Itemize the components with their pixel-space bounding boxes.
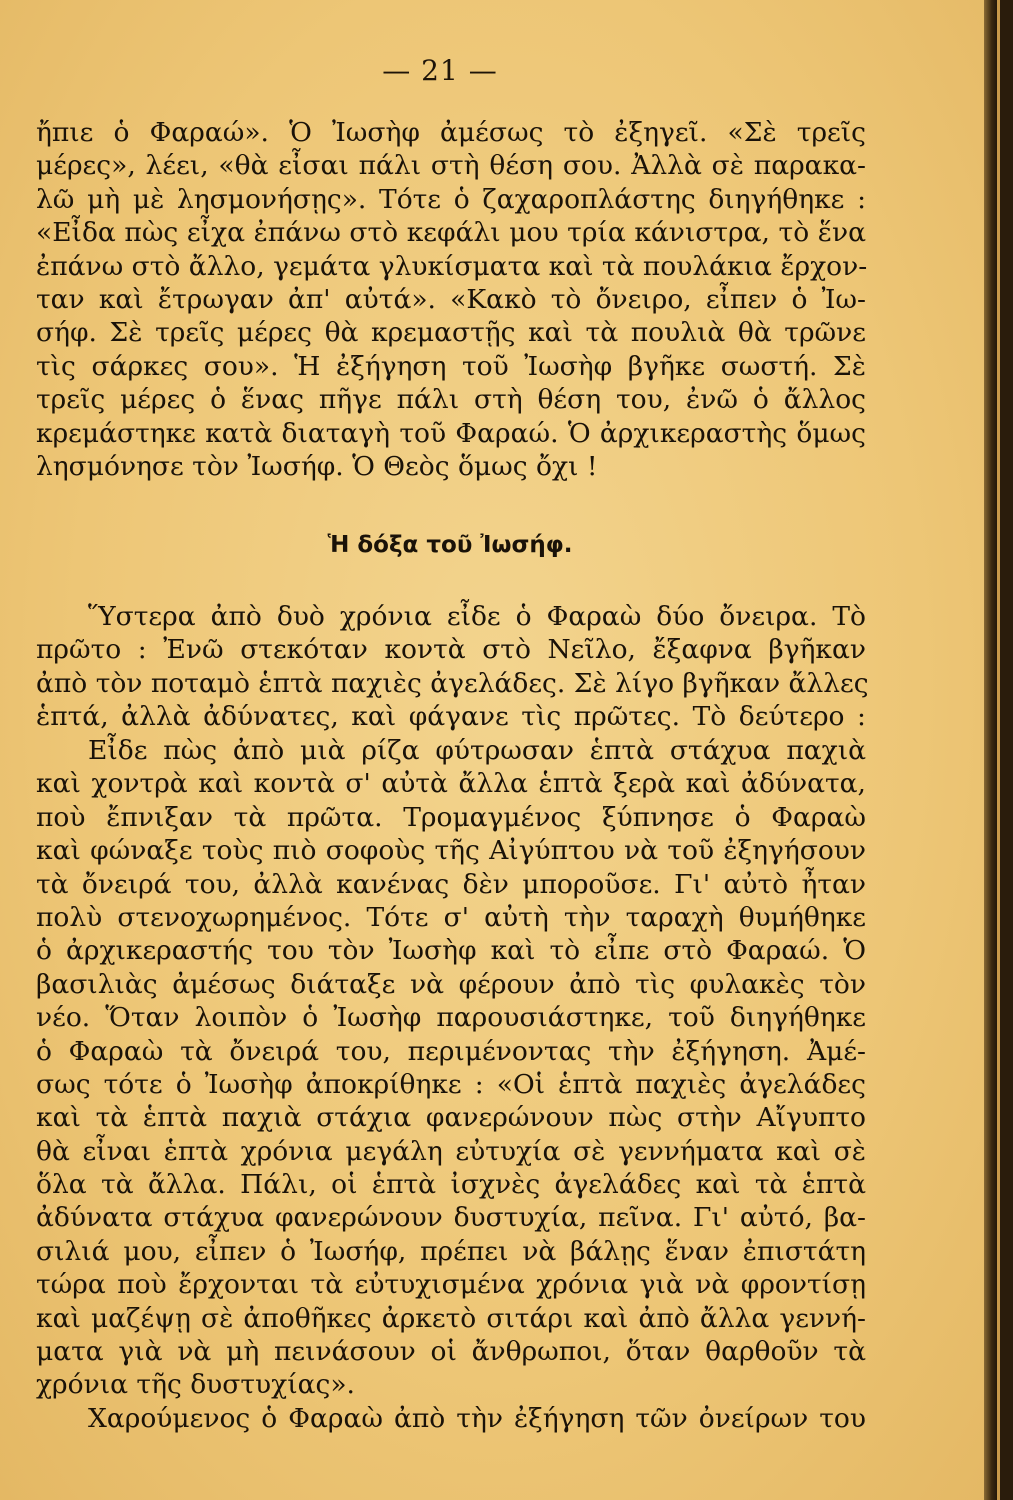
text-line: ταν καὶ ἔτρωγαν ἀπ' αὐτά». «Κακὸ τὸ ὄνειρο, εἶπεν ὁ Ἰω- [36, 283, 866, 315]
paragraph-4 [36, 1402, 866, 1435]
text-line: ἀδύνατα στάχυα φανερώνουν δυστυχία, πεῖνα. Γι' αὐτό, βα- [36, 1202, 866, 1234]
paragraph-3 [36, 734, 866, 1402]
text-line: μέρες», λέει, «θὰ εἶσαι πάλι στὴ θέση σου. Ἀλλὰ σὲ παρακα- [36, 150, 866, 182]
text-line: τρεῖς μέρες ὁ ἕνας πῆγε πάλι στὴ θέση του, ἐνῶ ὁ ἄλλος [36, 384, 866, 416]
text-line: Εἶδε πὼς ἀπὸ μιὰ ρίζα φύτρωσαν ἑπτὰ στάχυα παχιὰ [88, 735, 866, 766]
text-line: λησμόνησε τὸν Ἰωσήφ. Ὁ Θεὸς ὅμως ὄχι ! [36, 450, 598, 482]
text-line: ματα γιὰ νὰ μὴ πεινάσουν οἱ ἄνθρωποι, ὅταν θαρθοῦν τὰ [36, 1336, 866, 1368]
text-line: ὁ Φαραὼ τὰ ὄνειρά του, περιμένοντας τὴν ἐξήγηση. Ἀμέ- [36, 1035, 866, 1067]
text-line: ἑπτά, ἀλλὰ ἀδύνατες, καὶ φάγανε τὶς πρῶτες. Τὸ δεύτερο : [36, 701, 866, 733]
text-line: σήφ. Σὲ τρεῖς μέρες θὰ κρεμαστῇς καὶ τὰ πουλιὰ θὰ τρῶνε [36, 317, 866, 349]
text-line: θὰ εἶναι ἑπτὰ χρόνια μεγάλη εὐτυχία σὲ γεννήματα καὶ σὲ [36, 1135, 866, 1167]
text-line: καὶ μαζέψῃ σὲ ἀποθῆκες ἀρκετὸ σιτάρι καὶ ἀπὸ ἄλλα γεννή- [36, 1302, 866, 1334]
text-line: τώρα ποὺ ἔρχονται τὰ εὐτυχισμένα χρόνια γιὰ νὰ φροντίσῃ [36, 1269, 866, 1301]
paragraph-2 [36, 600, 869, 734]
text-line: τὰ ὄνειρά του, ἀλλὰ κανένας δὲν μποροῦσε. Γι' αὐτὸ ἦταν [36, 868, 866, 900]
text-line: Χαρούμενος ὁ Φαραὼ ἀπὸ τὴν ἐξήγηση τῶν ὀνείρων του [88, 1403, 866, 1434]
page-edge [984, 0, 997, 1500]
text-line: καὶ χοντρὰ καὶ κοντὰ σ' αὐτὰ ἄλλα ἑπτὰ ξερὰ καὶ ἀδύνατα, [36, 768, 866, 800]
text-line: πρῶτο : Ἐνῶ στεκόταν κοντὰ στὸ Νεῖλο, ἔξαφνα βγῆκαν [36, 634, 866, 666]
text-line: σιλιά μου, εἶπεν ὁ Ἰωσήφ, πρέπει νὰ βάλῃς ἕναν ἐπιστάτη [36, 1235, 866, 1267]
text-line: βασιλιὰς ἀμέσως διάταξε νὰ φέρουν ἀπὸ τὶς φυλακὲς τὸν [36, 968, 866, 1000]
text-line: ποὺ ἔπνιξαν τὰ πρῶτα. Τρομαγμένος ξύπνησε ὁ Φαραὼ [36, 801, 866, 833]
text-line: σως τότε ὁ Ἰωσὴφ ἀποκρίθηκε : «Οἱ ἑπτὰ παχιὲς ἀγελάδες [36, 1068, 866, 1100]
text-line: λῶ μὴ μὲ λησμονήσῃς». Τότε ὁ ζαχαροπλάστης διηγήθηκε : [36, 183, 866, 215]
text-line: ὁ ἀρχικεραστής του τὸν Ἰωσὴφ καὶ τὸ εἶπε στὸ Φαραώ. Ὁ [36, 935, 866, 967]
text-line: ἀπὸ τὸν ποταμὸ ἑπτὰ παχιὲς ἀγελάδες. Σὲ λίγο βγῆκαν ἄλλες [36, 667, 869, 699]
text-line: καὶ τὰ ἑπτὰ παχιὰ στάχια φανερώνουν πὼς στὴν Αἴγυπτο [36, 1102, 866, 1134]
text-line: «Εἶδα πὼς εἶχα ἐπάνω στὸ κεφάλι μου τρία κάνιστρα, τὸ ἕνα [36, 217, 866, 249]
text-line: τὶς σάρκες σου». Ἡ ἐξήγηση τοῦ Ἰωσὴφ βγῆκε σωστή. Σὲ [36, 350, 866, 382]
text-line: Ὕστερα ἀπὸ δυὸ χρόνια εἶδε ὁ Φαραὼ δύο ὄνειρα. Τὸ [88, 601, 866, 632]
text-line: ἐπάνω στὸ ἄλλο, γεμάτα γλυκίσματα καὶ τὰ πουλάκια ἔρχον- [36, 250, 868, 282]
text-line: ἤπιε ὁ Φαραώ». Ὁ Ἰωσὴφ ἀμέσως τὸ ἐξηγεῖ. «Σὲ τρεῖς [36, 117, 866, 148]
text-line: νέο. Ὅταν λοιπὸν ὁ Ἰωσὴφ παρουσιάστηκε, τοῦ διηγήθηκε [36, 1002, 866, 1034]
text-line: ὅλα τὰ ἄλλα. Πάλι, οἱ ἑπτὰ ἰσχνὲς ἀγελάδες καὶ τὰ ἑπτὰ [36, 1169, 866, 1201]
page-number: — 21 — [382, 54, 498, 87]
paragraph-1 [36, 116, 866, 483]
section-title: Ἡ δόξα τοῦ Ἰωσήφ. [327, 532, 573, 558]
text-line: κρεμάστηκε κατὰ διαταγὴ τοῦ Φαραώ. Ὁ ἀρχικεραστὴς ὅμως [36, 417, 866, 449]
text-line: χρόνια τῆς δυστυχίας». [36, 1369, 355, 1401]
text-line: καὶ φώναξε τοὺς πιὸ σοφοὺς τῆς Αἰγύπτου νὰ τοῦ ἐξηγήσουν [36, 835, 866, 867]
text-line: πολὺ στενοχωρημένος. Τότε σ' αὐτὴ τὴν ταραχὴ θυμήθηκε [36, 901, 866, 933]
